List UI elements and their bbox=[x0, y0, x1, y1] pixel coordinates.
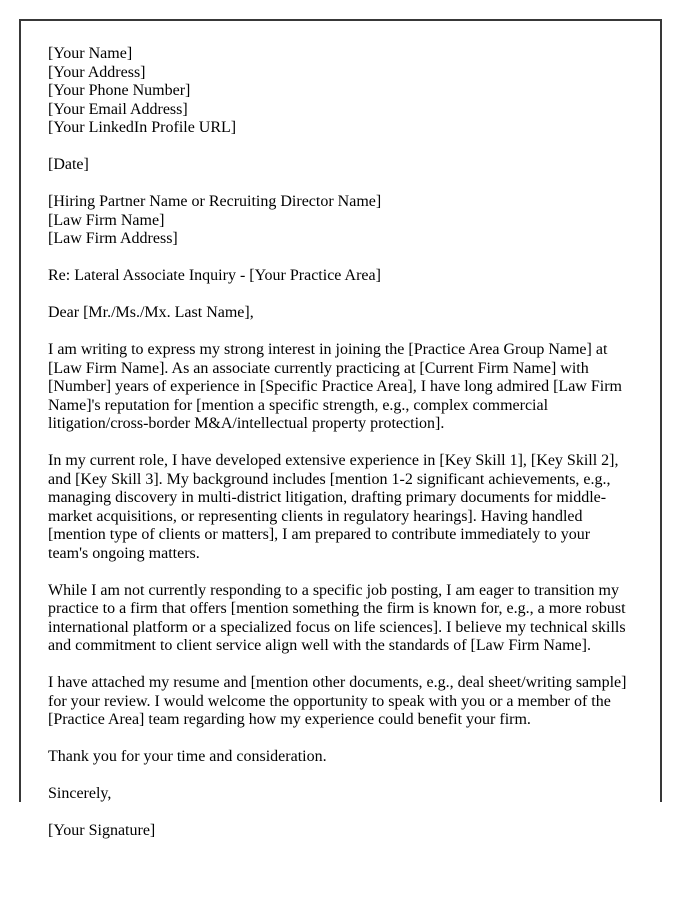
sender-email-line: [Your Email Address] bbox=[48, 100, 188, 118]
sender-address-line: [Your Address] bbox=[48, 63, 146, 81]
body-paragraph-2: In my current role, I have developed extensive experience in [Key Skill 1], [Key Skill 2], and [Key Skill 3]. My background includes [mention 1-2 significant achievements, e.g., managing discovery in multi-district litigation, drafting primary documents for middle-market acquisitions, or representing clients in regulatory hearings]. Having handled [mention type of clients or matters], I am prepared to contribute immediately to your team's ongoing matters. bbox=[48, 452, 619, 562]
recipient-block bbox=[48, 193, 634, 249]
date-line: [Date] bbox=[48, 156, 89, 173]
thank-you-paragraph: Thank you for your time and consideration. bbox=[48, 748, 327, 765]
sender-linkedin-line: [Your LinkedIn Profile URL] bbox=[48, 119, 237, 136]
subject-line: Re: Lateral Associate Inquiry - [Your Practice Area] bbox=[48, 267, 381, 284]
sender-block bbox=[48, 45, 634, 138]
recipient-firm-line: [Law Firm Name] bbox=[48, 211, 165, 229]
signature-placeholder-line: [Your Signature] bbox=[48, 822, 156, 839]
body-paragraph-3: While I am not currently responding to a specific job posting, I am eager to transition my practice to a firm that offers [mention something the firm is known for, e.g., a more robust international platform or a specialized focus on life sciences]. I believe my technical skills and commitment to client service align well with the standards of [Law Firm Name]. bbox=[48, 581, 626, 654]
body-paragraph-1: I am writing to express my strong interest in joining the [Practice Area Group Name] at [Law Firm Name]. As an associate currently practicing at [Current Firm Name] with [Number] years of experience in [Specific Practice Area], I have long admired [Law Firm Name]'s reputation for [mention a specific strength, e.g., complex commercial litigation/cross-border M&A/intellectual property protection]. bbox=[48, 341, 622, 432]
salutation-line: Dear [Mr./Ms./Mx. Last Name], bbox=[48, 304, 254, 321]
letter-page bbox=[19, 19, 662, 839]
recipient-name-line: [Hiring Partner Name or Recruiting Director Name] bbox=[48, 193, 382, 210]
sender-phone-line: [Your Phone Number] bbox=[48, 82, 191, 99]
recipient-address-line: [Law Firm Address] bbox=[48, 230, 178, 247]
closing-line: Sincerely, bbox=[48, 785, 112, 802]
body-paragraph-4: I have attached my resume and [mention other documents, e.g., deal sheet/writing sample] for your review. I would welcome the opportunity to speak with you or a member of the [Practice Area] team regarding how my experience could benefit your firm. bbox=[48, 674, 627, 728]
sender-name-line: [Your Name] bbox=[48, 45, 133, 62]
